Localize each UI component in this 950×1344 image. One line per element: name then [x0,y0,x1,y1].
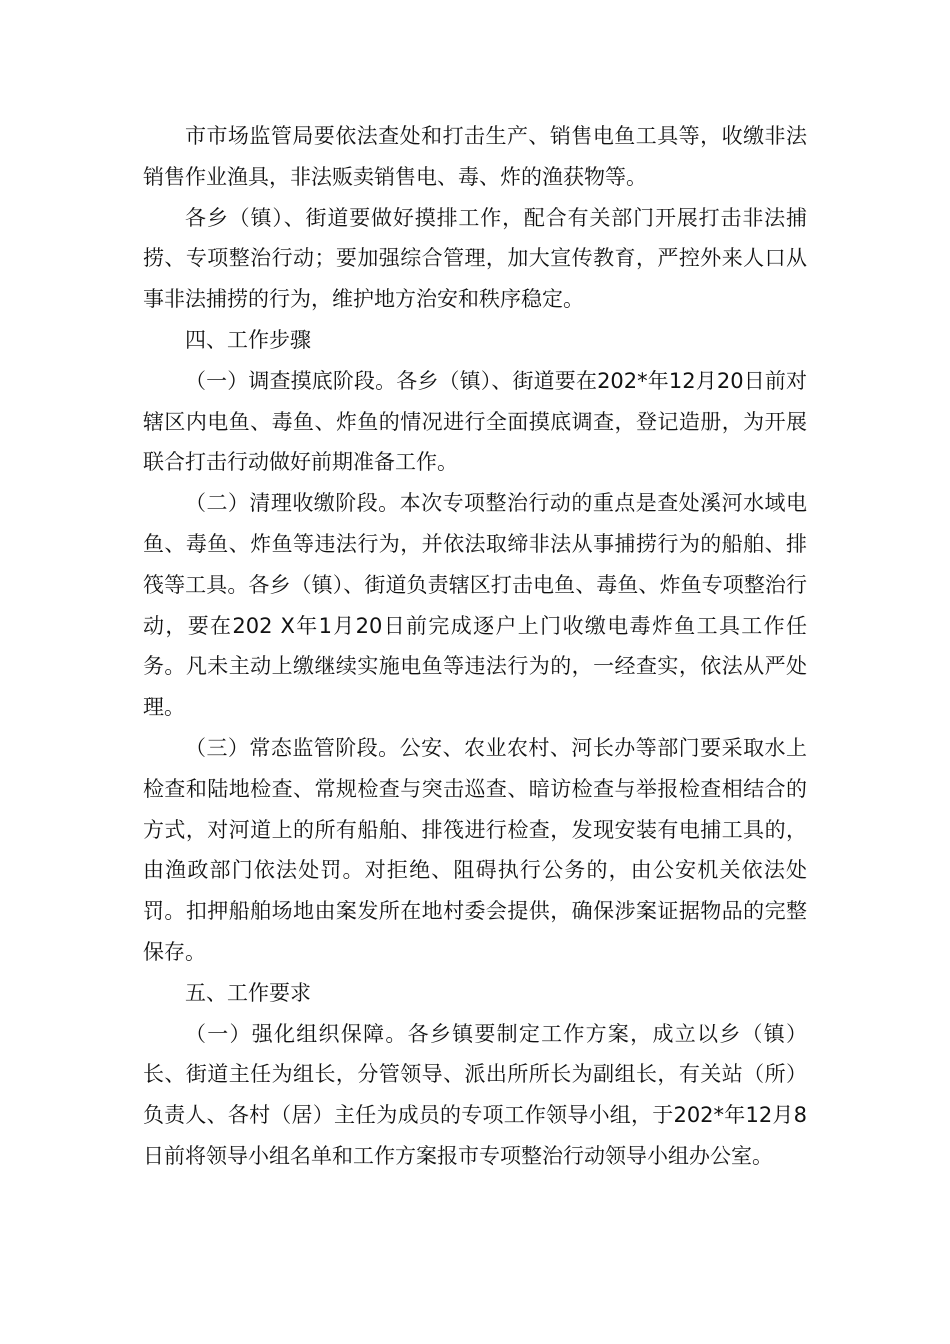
paragraph-step-confiscation: （二）清理收缴阶段。本次专项整治行动的重点是查处溪河水域电鱼、毒鱼、炸鱼等违法行为，并依法取缔非法从事捕捞行为的船舶、排筏等工具。各乡（镇）、街道负责辖区打击电鱼、毒鱼、炸鱼专项整治行动，要在202 X年1月20日前完成逐户上门收缴电毒炸鱼工具工作任务。凡未主动上缴继续实施电鱼等违法行为的，一经查实，依法从严处理。 [143,491,807,720]
paragraph-market-supervision: 市市场监管局要依法查处和打击生产、销售电鱼工具等，收缴非法销售作业渔具，非法贩卖销售电、毒、炸的渔获物等。 [143,124,807,189]
paragraph-requirement-organization: （一）强化组织保障。各乡镇要制定工作方案，成立以乡（镇）长、街道主任为组长，分管领导、派出所所长为副组长，有关站（所）负责人、各村（居）主任为成员的专项工作领导小组，于202*年12月8日前将领导小组名单和工作方案报市专项整治行动领导小组办公室。 [143,1021,807,1168]
paragraph-step-regular-supervision: （三）常态监管阶段。公安、农业农村、河长办等部门要采取水上检查和陆地检查、常规检查与突击巡查、暗访检查与举报检查相结合的方式，对河道上的所有船舶、排筏进行检查，发现安装有电捕工具的，由渔政部门依法处罚。对拒绝、阻碍执行公务的，由公安机关依法处罚。扣押船舶场地由案发所在地村委会提供，确保涉案证据物品的完整保存。 [143,735,807,964]
paragraph-step-survey: （一）调查摸底阶段。各乡（镇）、街道要在202*年12月20日前对辖区内电鱼、毒鱼、炸鱼的情况进行全面摸底调查，登记造册，为开展联合打击行动做好前期准备工作。 [143,368,807,475]
heading-work-steps: 四、工作步骤 [185,327,311,352]
paragraph-township-investigation: 各乡（镇）、街道要做好摸排工作，配合有关部门开展打击非法捕捞、专项整治行动；要加强综合管理，加大宣传教育，严控外来人口从事非法捕捞的行为，维护地方治安和秩序稳定。 [143,205,807,312]
heading-work-requirements: 五、工作要求 [185,980,311,1005]
document-body [143,116,807,1177]
